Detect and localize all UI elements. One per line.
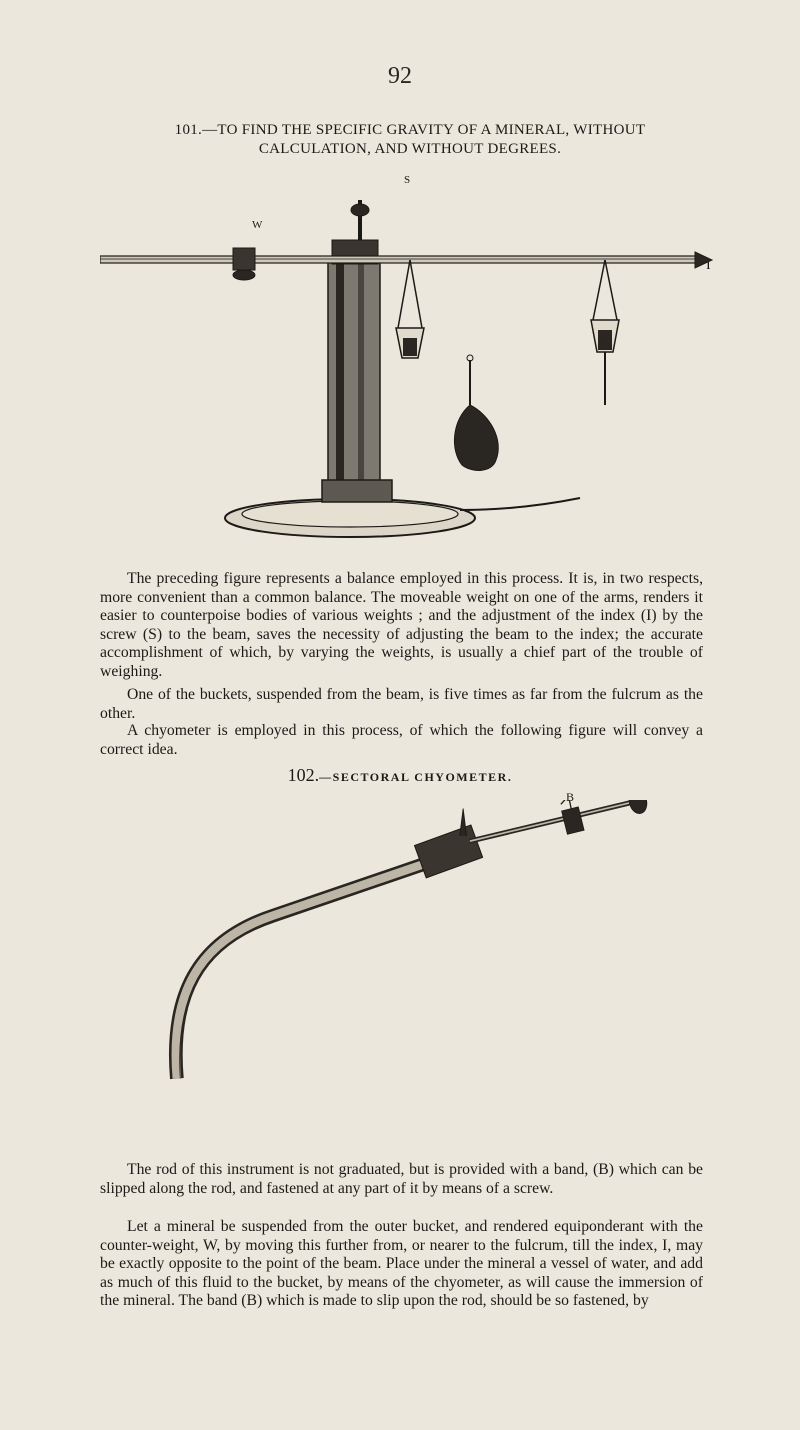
title-line-2: CALCULATION, AND WITHOUT DEGREES. [258, 141, 562, 157]
paragraph-bucket-distance: One of the buckets, suspended from the beam, is five times as far from the fulcrum as the other. [100, 686, 703, 722]
figure1-label-i: I [706, 258, 711, 273]
figure2-caption [0, 765, 800, 786]
figure2-caption-text: —SECTORAL CHYOMETER. [319, 770, 513, 784]
paragraph-rod-band: The rod of this instrument is not graduated, but is provided with a band, (B) which can be slipped along the rod, and fastened at any part of it by means of a screw. [100, 1161, 703, 1197]
paragraph-balance-description: The preceding figure represents a balance employed in this process. It is, in two respects, more convenient than a common balance. The moveable weight on one of the arms, renders it easier to counterpoise bodies of various weights ; and the adjustment of the index (I) by the screw (S) to the beam, saves the necessity of adjusting the beam to the index; the accurate accomplishment of which, by varying the weights, is usually a chief part of the trouble of weighing. [100, 570, 703, 680]
figure2-label-b: B [566, 790, 575, 804]
figure1-label-s: S [404, 174, 411, 186]
chyometer-illustration [120, 800, 700, 1130]
figure1-label-w: W [252, 219, 263, 231]
section-title [130, 121, 690, 159]
page-number: 92 [388, 63, 412, 89]
figure2-caption-number: 102. [287, 765, 320, 785]
paragraph-mineral-procedure: Let a mineral be suspended from the outer bucket, and rendered equiponderant with the counter-weight, W, by moving this further from, or nearer to the fulcrum, till the index, I, may be exactly opposite to the point of the beam. Place under the mineral a vessel of water, and add as much of this fluid to the bucket, by means of the chyometer, as will cause the immersion of the mineral. The band (B) which is made to slip upon the rod, should be so fastened, by [100, 1218, 703, 1310]
paragraph-chyometer-intro: A chyometer is employed in this process, of which the following figure will convey a correct idea. [100, 722, 703, 758]
title-line-1: 101.—TO FIND THE SPECIFIC GRAVITY OF A MINERAL, WITHOUT [174, 122, 646, 138]
balance-illustration [100, 180, 720, 560]
